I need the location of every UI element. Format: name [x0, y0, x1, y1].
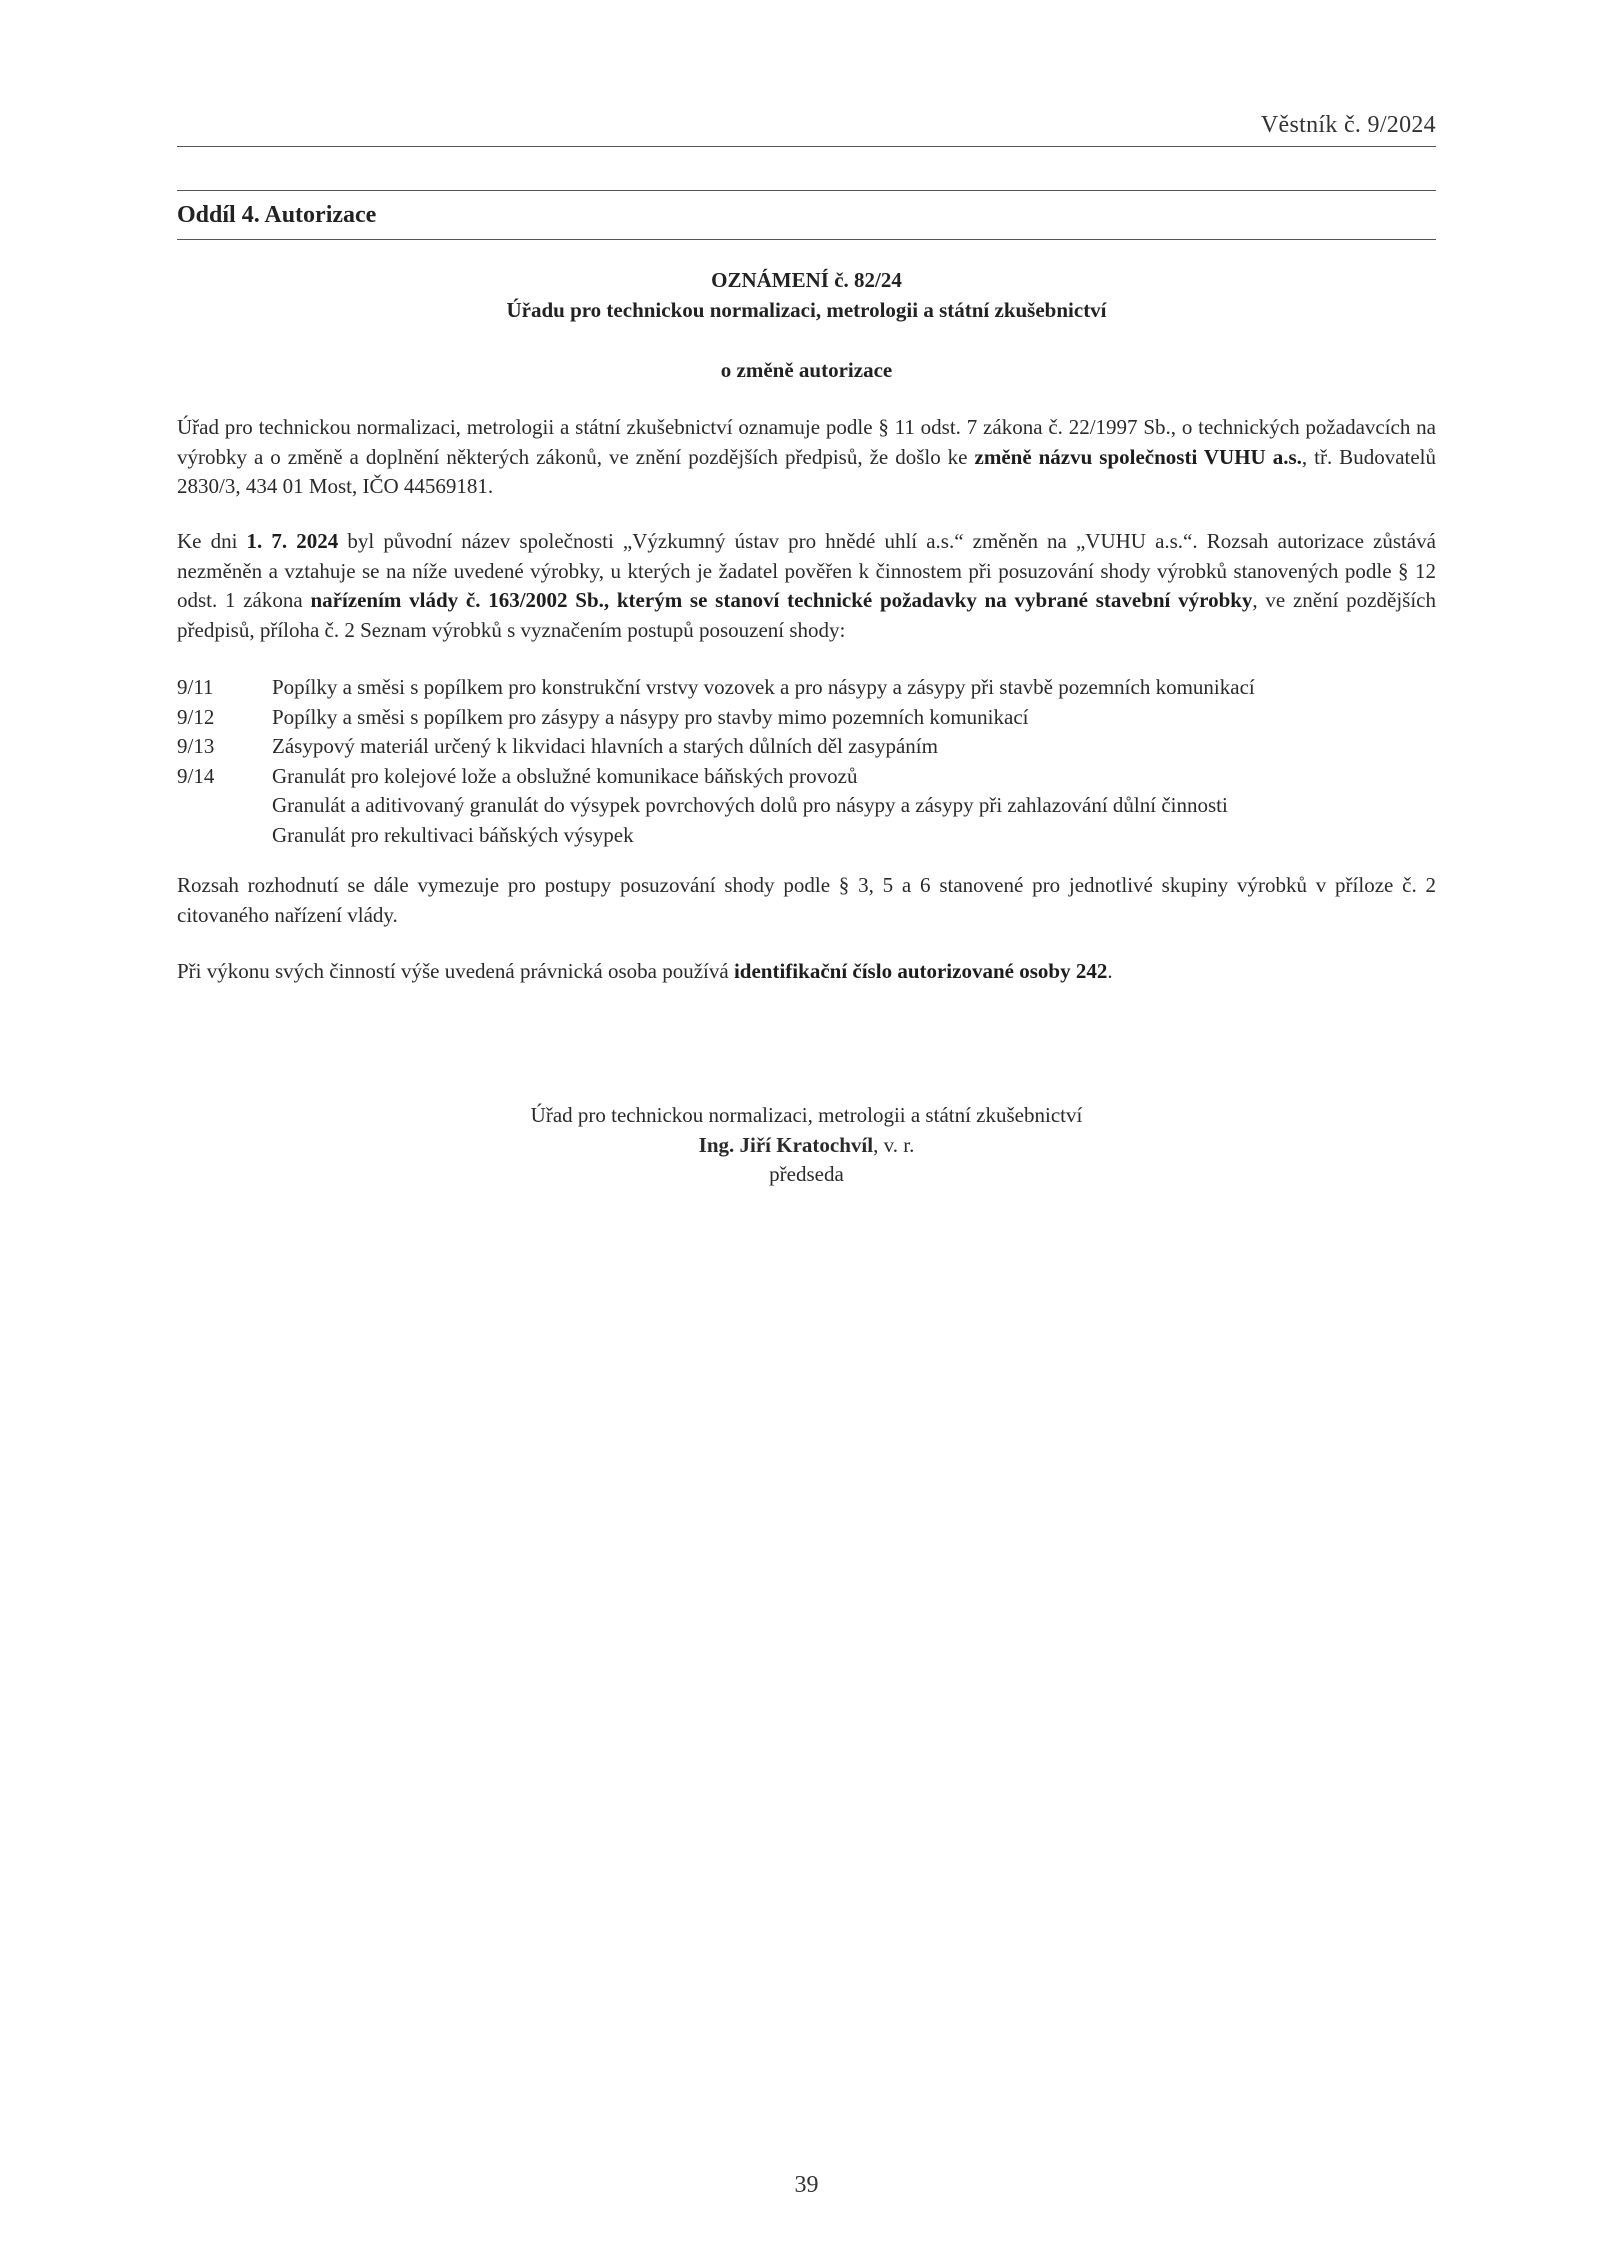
signatory-role: předseda — [769, 1162, 844, 1186]
section-divider-top — [177, 190, 1436, 191]
notice-subject: o změně autorizace — [720, 358, 893, 382]
signature-name-line — [177, 1131, 1436, 1161]
product-description: Granulát pro rekultivaci báňských výsypek — [272, 822, 634, 847]
company-name-change: změně názvu společnosti VUHU a.s. — [974, 444, 1302, 469]
product-code — [177, 791, 272, 821]
paragraph-text: Rozsah rozhodnutí se dále vymezuje pro postupy posuzování shody podle § 3, 5 a 6 stanovené pro jednotlivé skupiny výrobků v příloze č. 2 citovaného nařízení vlády. — [177, 873, 1436, 927]
paragraph-text: Při výkonu svých činností výše uvedená právnická osoba používá — [177, 959, 734, 983]
product-code: 9/12 — [177, 704, 215, 729]
list-item — [177, 762, 1436, 792]
document-page — [177, 0, 1436, 2263]
product-code — [177, 821, 272, 851]
paragraph-text: Úřad pro technickou normalizaci, metrologii a státní zkušebnictví oznamuje podle § 11 odst. 7 zákona č. 22/1997 Sb., o technických požadavcích na výrobky a o změně a doplnění některých zákonů, ve znění pozdějších předpisů, že došlo ke — [177, 415, 1436, 469]
header-divider — [177, 146, 1436, 147]
signature-office: Úřad pro technickou normalizaci, metrologii a státní zkušebnictví — [530, 1103, 1083, 1127]
notice-number: OZNÁMENÍ č. 82/24 — [711, 268, 902, 292]
paragraph-identification — [177, 957, 1436, 987]
list-item — [177, 673, 1436, 703]
list-item — [177, 703, 1436, 733]
product-description: Granulát a aditivovaný granulát do výsypek povrchových dolů pro násypy a zásypy při zahlazování důlní činnosti — [272, 793, 1228, 817]
notice-issuer: Úřadu pro technickou normalizaci, metrologii a státní zkušebnictví — [506, 298, 1107, 322]
product-description: Popílky a směsi s popílkem pro zásypy a násypy pro stavby mimo pozemních komunikací — [272, 704, 1029, 729]
product-description: Zásypový materiál určený k likvidaci hlavních a starých důlních děl zasypáním — [272, 734, 938, 758]
paragraph-scope — [177, 871, 1436, 930]
product-description: Popílky a směsi s popílkem pro konstrukční vrstvy vozovek a pro násypy a zásypy při stavbě pozemních komunikací — [272, 675, 1255, 699]
product-description: Granulát pro kolejové lože a obslužné komunikace báňských provozů — [272, 763, 858, 788]
product-code: 9/13 — [177, 734, 215, 758]
journal-header: Věstník č. 9/2024 — [1260, 112, 1436, 138]
effective-date: 1. 7. 2024 — [246, 529, 339, 553]
product-code: 9/11 — [177, 675, 214, 699]
section-divider-bottom — [177, 239, 1436, 240]
paragraph-text: . — [1107, 959, 1113, 983]
notified-body-number: identifikační číslo autorizované osoby 242 — [733, 959, 1108, 983]
signatory-name: Ing. Jiří Kratochvíl — [698, 1133, 874, 1157]
list-item — [177, 732, 1436, 762]
paragraph-change-details — [177, 527, 1436, 645]
product-list — [177, 673, 1436, 850]
section-title: Oddíl 4. Autorizace — [177, 202, 377, 228]
regulation-reference: nařízením vlády č. 163/2002 Sb., kterým se stanoví technické požadavky na vybrané stavební výrobky — [310, 588, 1253, 612]
signatory-suffix: , v. r. — [873, 1133, 915, 1157]
paragraph-announcement — [177, 413, 1436, 502]
page-number: 39 — [794, 2172, 819, 2198]
product-code: 9/14 — [177, 763, 215, 788]
paragraph-text: Ke dni — [177, 529, 247, 553]
paragraph-text: , ve znění pozdějších předpisů, příloha č. 2 Seznam výrobků s vyznačením postupů posouzení shody: — [177, 588, 1436, 642]
list-item — [177, 821, 1436, 851]
paragraph-text: , tř. Budovatelů 2830/3, 434 01 Most, IČO 44569181. — [177, 444, 1437, 498]
paragraph-text: byl původní název společnosti „Výzkumný ústav pro hnědé uhlí a.s.“ změněn na „VUHU a.s.“. Rozsah autorizace zůstává nezměněn a vztahuje se na níže uvedené výrobky, u kterých je žadatel pověřen k činnostem při posuzování shody výrobků stanovených podle § 12 odst. 1 zákona — [177, 529, 1437, 612]
list-item — [177, 791, 1436, 821]
